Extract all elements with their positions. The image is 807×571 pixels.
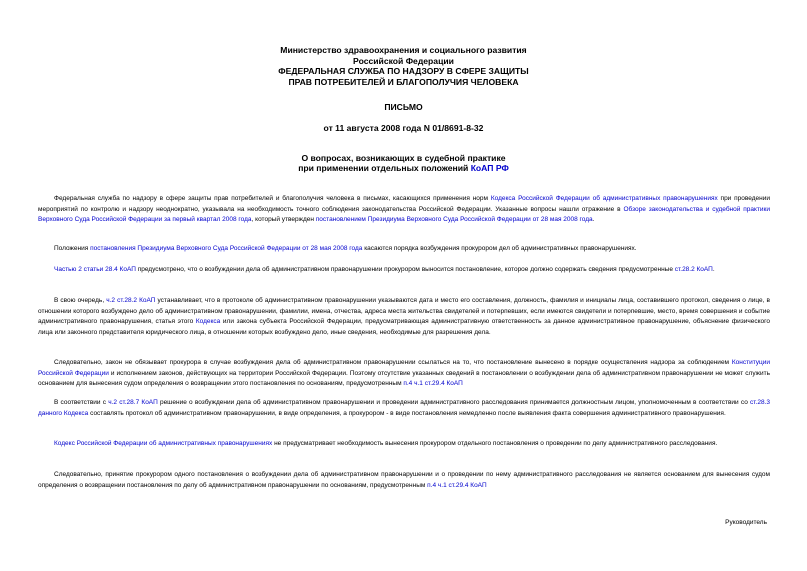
- p1-text-4: .: [592, 216, 595, 223]
- paragraph-4: [38, 296, 770, 338]
- signature-title: Руководитель: [725, 519, 767, 526]
- p6-text-2: решение о возбуждении дела об административном правонарушении и проведении административного расследования принимается должностным лицом, уполномоченным в соответствии со: [157, 399, 751, 406]
- p1-link-review[interactable]: Обзоре законодательства и судебной практики Верховного Суда Российской Федерации за первый квартал 2008 года: [38, 205, 771, 223]
- p6-link-28-7[interactable]: ч.2 ст.28.7 КоАП: [108, 399, 158, 406]
- paragraph-3: [38, 265, 770, 276]
- p5-text-1: Следовательно, закон не обязывает прокурора в случае возбуждения дела об административном правонарушении ссылаться на то, что постановление вынесено в порядке осуществления надзора за соблюдением: [54, 359, 732, 366]
- service-line-2: ПРАВ ПОТРЕБИТЕЛЕЙ И БЛАГОПОЛУЧИЯ ЧЕЛОВЕКА: [288, 76, 519, 87]
- doc-type: ПИСЬМО: [384, 102, 423, 112]
- paragraph-6: [38, 398, 770, 419]
- paragraph-2: [38, 244, 770, 255]
- service-line-1: ФЕДЕРАЛЬНАЯ СЛУЖБА ПО НАДЗОРУ В СФЕРЕ ЗАЩИТЫ: [278, 66, 529, 76]
- p1-text-1: Федеральная служба по надзору в сфере защиты прав потребителей и благополучия человека в письмах, касающихся применения норм: [54, 195, 491, 202]
- p1-text-3: , который утвержден: [251, 216, 316, 223]
- ministry-line-2: Российской Федерации: [353, 55, 454, 66]
- ministry-line-1: Министерство здравоохранения и социального развития: [280, 45, 527, 55]
- p2-text-1: Положения: [54, 245, 91, 252]
- p5-link-constitution[interactable]: Конституции Российской Федерации: [38, 359, 770, 377]
- doc-subject: [0, 153, 807, 173]
- p3-text-2: .: [712, 266, 715, 273]
- p5-link-29-4[interactable]: п.4 ч.1 ст.29.4 КоАП: [403, 380, 463, 387]
- p6-link-28-3[interactable]: ст.28.3 данного Кодекса: [38, 399, 770, 417]
- p3-link-28-4[interactable]: Частью 2 статьи 28.4 КоАП: [54, 266, 136, 273]
- p2-link-resolution[interactable]: постановления Президиума Верховного Суда Российской Федерации от 28 мая 2008 года: [90, 245, 363, 252]
- subject-line-1: О вопросах, возникающих в судебной практике: [301, 153, 506, 163]
- p6-text-3: составлять протокол об административном правонарушении, в виде определения, а прокурором - в виде постановления немедленно после выявления факта совершения административного правонарушения.: [88, 409, 726, 417]
- paragraph-5: [38, 358, 770, 390]
- p4-link-code[interactable]: Кодекса: [195, 318, 221, 325]
- p4-text-3: или закона субъекта Российской Федерации, предусматривающая административную ответственность за данное административное правонарушение, объяснение физического лица или законного представителя юридического лица, в отношении которых возбуждено дело, иные сведения, необходимые для разрешения дела.: [38, 318, 770, 336]
- p8-link-29-4[interactable]: п.4 ч.1 ст.29.4 КоАП: [427, 481, 487, 489]
- p1-link-koap[interactable]: Кодекса Российской Федерации об административных правонарушениях: [490, 195, 718, 202]
- p1-link-resolution[interactable]: постановлением Президиума Верховного Суда Российской Федерации от 28 мая 2008 года: [315, 216, 593, 223]
- p3-text-1: предусмотрено, что о возбуждении дела об административном правонарушении прокурором выносится постановление, которое должно содержать сведения предусмотренные: [135, 266, 675, 273]
- paragraph-1: [38, 194, 770, 226]
- koap-link[interactable]: КоАП РФ: [470, 163, 509, 173]
- p1-text-2: при проведении мероприятий по контролю и надзору неоднократно, указывала на необходимость точного соблюдения законодательства Российской Федерации. Указанные вопросы нашли отражение в: [38, 195, 770, 213]
- p7-text-1: не предусматривает необходимость вынесения прокурором отдельного постановления о проведении по делу административного расследования.: [272, 440, 718, 447]
- p4-text-2: устанавливает, что в протоколе об административном правонарушении указываются дата и место его составления, должность, фамилия и инициалы лица, составившего протокол, сведения о лице, в отношении которого возбуждено дело об административном правонарушении, фамилии, имена, отчества, адреса места жительства свидетелей и потерпевших, если имеются свидетели и потерпевшие, место, время совершения и событие административного правонарушения, статья этого: [38, 297, 770, 325]
- subject-line-2: [0, 163, 807, 173]
- paragraph-7: [38, 439, 770, 450]
- p3-link-28-2[interactable]: ст.28.2 КоАП: [674, 266, 713, 273]
- subject-line-2-text: при применении отдельных положений: [298, 163, 471, 173]
- p8-text-1: Следовательно, принятие прокурором одного постановления о возбуждении дела об административном правонарушении и о проведении по нему административного расследования не является основанием для вынесения судом определения о возвращении постановления по делу об административном правонарушении по основаниям, предусмотренным: [38, 471, 770, 489]
- p7-link-koap[interactable]: Кодекс Российской Федерации об административных правонарушениях: [54, 440, 273, 447]
- p4-link-28-2[interactable]: ч.2 ст.28.2 КоАП: [106, 297, 156, 304]
- doc-date: от 11 августа 2008 года N 01/8691-8-32: [323, 123, 484, 133]
- p6-text-1: В соответствии с: [54, 399, 109, 406]
- p2-text-2: касаются порядка возбуждения прокурором дел об административных правонарушениях.: [362, 245, 637, 252]
- paragraph-8: [38, 470, 770, 491]
- p4-text-1: В свою очередь,: [54, 297, 107, 304]
- issuer-header: [0, 45, 807, 87]
- p5-text-2: и исполнением законов, действующих на территории Российской Федерации. Поэтому отсутствие указанных сведений в постановлении о возбуждении дела об административном правонарушении не может служить основанием для вынесения судом определения о возвращении этого постановления по основаниям, предусмотренным: [38, 369, 770, 387]
